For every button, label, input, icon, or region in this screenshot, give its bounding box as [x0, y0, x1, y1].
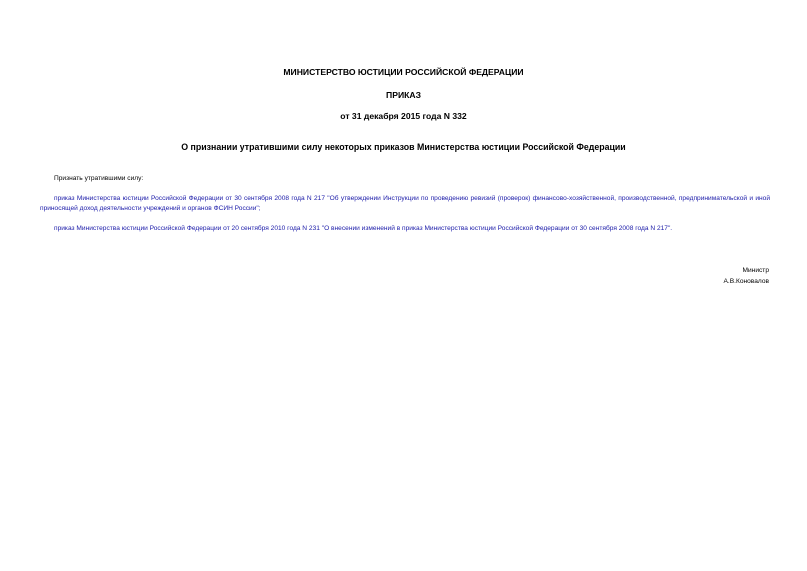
signature-position: Министр	[742, 267, 769, 274]
list-item	[40, 194, 770, 214]
header-document-type: ПРИКАЗ	[386, 90, 421, 100]
document-link-order-217[interactable]: приказ Министерства юстиции Российской Федерации от 30 сентября 2008 года N 217 "Об утверждении Инструкции по проведению ревизий (проверок) финансово-хозяйственной, производственной, предпринимательской и иной приносящей доход деятельности учреждений и органов ФСИН России";	[40, 195, 770, 212]
document-link-order-231[interactable]: приказ Министерства юстиции Российской Федерации от 20 сентября 2010 года N 231 "О внесении изменений в приказ Министерства юстиции Российской Федерации от 30 сентября 2008 года N 217".	[54, 225, 673, 232]
header-document-date: от 31 декабря 2015 года N 332	[340, 111, 467, 121]
document-title: О признании утратившими силу некоторых приказов Министерства юстиции Российской Федерации	[181, 142, 626, 152]
signature-name: А.В.Коновалов	[723, 278, 769, 285]
header-organization: МИНИСТЕРСТВО ЮСТИЦИИ РОССИЙСКОЙ ФЕДЕРАЦИИ	[283, 67, 524, 77]
list-item	[40, 224, 770, 234]
intro-paragraph: Признать утратившими силу:	[54, 175, 144, 182]
